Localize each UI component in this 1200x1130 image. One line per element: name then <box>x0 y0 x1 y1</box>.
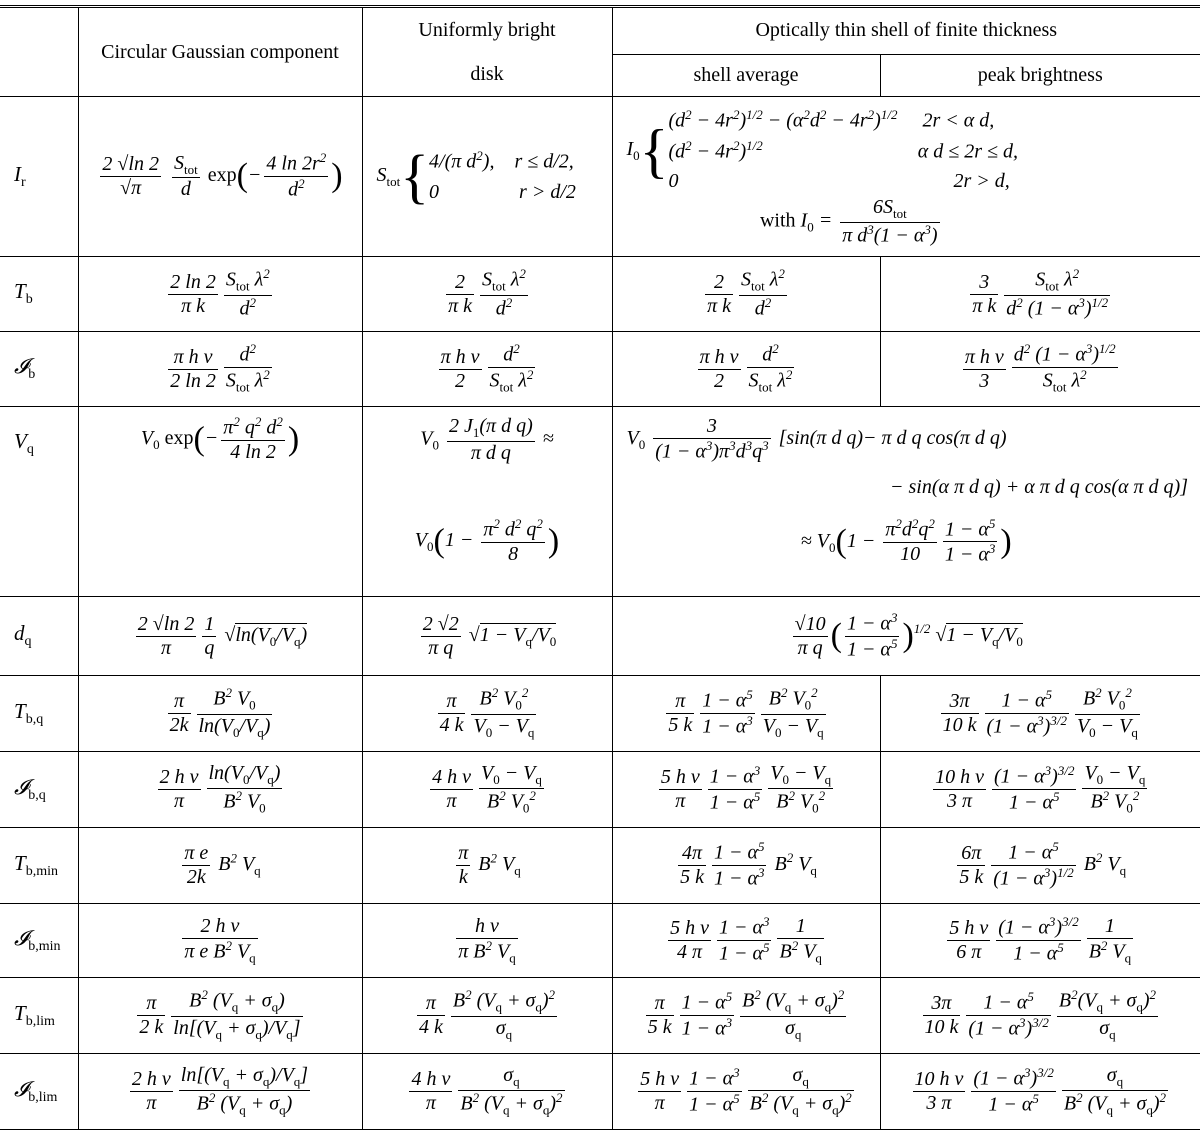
cell-Tbq-gaussian: $\frac{\pi}{2k}$ $\frac{B^2 V_0}{\ln(V_0/V_q)}$ <box>78 676 362 752</box>
cell-Ib-shell-peak: $\frac{\text{π h ν}}{3}$ $\frac{d^2 (1 - \alpha^3)^{1/2}}{S_{tot} \lambda^2}$ <box>880 332 1200 407</box>
header-peak-brightness: peak brightness <box>880 54 1200 96</box>
cell-Ib-gaussian: $\frac{\text{π h ν}}{2 \ln 2}$ $\frac{d^2}{S_{tot} \lambda^2}$ <box>78 332 362 407</box>
row-label-Ib: 𝓘$_b$ <box>0 332 78 407</box>
cell-Tbq-shell-peak: $\frac{3\pi}{10 k}$ $\frac{1 - \alpha^5}{(1 - \alpha^3)^{3/2}}$ $\frac{B^2 V_0^2}{V_0 - V_q}$ <box>880 676 1200 752</box>
cell-Ir-shell: $I_0$ { $(d^2 - 4r^2)^{1/2} - (\alpha^2d^2 - 4r^2)^{1/2}$ 2r < α d, $(d^2 - 4r^2)^{1/2}$ α d ≤ 2r ≤ d, 0 2r > d, with $I_0$ = $\frac{6S_{tot}}{\pi d^3(1 - \alpha^3)}$ <box>612 97 1200 257</box>
row-Ibq <box>0 752 1200 828</box>
cell-Vq-uniform: $V_0$ $\frac{2 J_1(\pi d q)}{\text{π d q}}$ ≈ $V_0(1$ − $\frac{\pi^2 d^2 q^2}{8}$ ) <box>362 407 612 597</box>
row-Tblim <box>0 978 1200 1054</box>
cell-Vq-shell: $V_0$ $\frac{3}{(1 - \alpha^3)\pi^3d^3q^3}$ [sin(π d q)− π d q cos(π d q) − sin(α π d q) + α π d q cos(α π d q)] ≈ $V_0(1$ − $\frac{\pi^2d^2q^2}{10}$ $\frac{1 - \alpha^5}{1 - \alpha^3}$ ) <box>612 407 1200 597</box>
cell-Tblim-shell-peak: $\frac{3\pi}{10 k}$ $\frac{1 - \alpha^5}{(1 - \alpha^3)^{3/2}}$ $\frac{B^2(V_q + \sigma_q)^2}{\sigma_q}$ <box>880 978 1200 1054</box>
cell-Ir-gaussian: $\frac{2 √\ln 2}{√\pi}$ $\frac{S_{tot}}{d}$ exp(− $\frac{4 \ln 2r^2}{d^2}$ ) <box>78 97 362 257</box>
row-label-dq: $d_q$ <box>0 597 78 676</box>
cell-Ibmin-gaussian: $\frac{\text{2 h ν}}{\pi e B^2 V_q}$ <box>78 904 362 978</box>
row-label-Ibq: 𝓘$_{b,q}$ <box>0 752 78 828</box>
row-Ibmin <box>0 904 1200 978</box>
header-empty <box>0 7 78 97</box>
header-circular-gaussian: Circular Gaussian component <box>78 7 362 97</box>
header-uniform-disk: Uniformly bright disk <box>362 7 612 97</box>
row-Ir <box>0 97 1200 257</box>
header-row-1 <box>0 7 1200 55</box>
cell-Tblim-shell-avg: $\frac{\pi}{5 k}$ $\frac{1 - \alpha^5}{1 - \alpha^3}$ $\frac{B^2 (V_q + \sigma_q)^2}{\sigma_q}$ <box>612 978 880 1054</box>
row-label-Ibmin: 𝓘$_{b,min}$ <box>0 904 78 978</box>
cell-Ib-uniform: $\frac{\text{π h ν}}{2}$ $\frac{d^2}{S_{tot} \lambda^2}$ <box>362 332 612 407</box>
header-shell-average: shell average <box>612 54 880 96</box>
row-label-Tblim: $T_{b,lim}$ <box>0 978 78 1054</box>
row-Tbmin <box>0 828 1200 904</box>
cell-Ib-shell-avg: $\frac{\text{π h ν}}{2}$ $\frac{d^2}{S_{tot} \lambda^2}$ <box>612 332 880 407</box>
cell-Tblim-uniform: $\frac{\pi}{4 k}$ $\frac{B^2 (V_q + \sigma_q)^2}{\sigma_q}$ <box>362 978 612 1054</box>
cell-Ibq-shell-avg: $\frac{\text{5 h ν}}{\pi}$ $\frac{1 - \alpha^3}{1 - \alpha^5}$ $\frac{V_0 - V_q}{B^2 V_0^2}$ <box>612 752 880 828</box>
cell-Vq-gaussian: $V_0$ exp(− $\frac{\pi^2 q^2 d^2}{4 \ln 2}$ ) <box>78 407 362 597</box>
row-label-Vq: $V_q$ <box>0 407 78 597</box>
cell-Ibmin-shell-avg: $\frac{\text{5 h ν}}{4 \pi}$ $\frac{1 - \alpha^3}{1 - \alpha^5}$ $\frac{1}{B^2 V_q}$ <box>612 904 880 978</box>
cell-Tbmin-gaussian: $\frac{\text{π e}}{2k}$ $B^2$ $V_q$ <box>78 828 362 904</box>
row-Tb <box>0 257 1200 332</box>
cell-Tbmin-shell-peak: $\frac{6\pi}{5 k}$ $\frac{1 - \alpha^5}{(1 - \alpha^3)^{1/2}}$ $B^2$ $V_q$ <box>880 828 1200 904</box>
row-label-Tbq: $T_{b,q}$ <box>0 676 78 752</box>
cell-Ir-uniform: $S_{tot}${ 4/(π $d^2$), r ≤ d/2, 0 r > d/2 <box>362 97 612 257</box>
cell-Iblim-shell-avg: $\frac{\text{5 h ν}}{\pi}$ $\frac{1 - \alpha^3}{1 - \alpha^5}$ $\frac{\sigma_q}{B^2 (V_q + \sigma_q)^2}$ <box>612 1054 880 1130</box>
cell-Ibq-shell-peak: $\frac{\text{10 h ν}}{3 \pi}$ $\frac{(1 - \alpha^3)^{3/2}}{1 - \alpha^5}$ $\frac{V_0 - V_q}{B^2 V_0^2}$ <box>880 752 1200 828</box>
cell-dq-gaussian: $\frac{2 √\ln 2}{\pi}$ $\frac{1}{q}$ $√\ln(V_0/V_q)$ <box>78 597 362 676</box>
cell-Tb-gaussian: $\frac{2 \ln 2}{\text{π k}}$ $\frac{S_{tot} \lambda^2}{d^2}$ <box>78 257 362 332</box>
cell-Ibmin-shell-peak: $\frac{\text{5 h ν}}{6 \pi}$ $\frac{(1 - \alpha^3)^{3/2}}{1 - \alpha^5}$ $\frac{1}{B^2 V_q}$ <box>880 904 1200 978</box>
cell-Ibq-gaussian: $\frac{\text{2 h ν}}{\pi}$ $\frac{\ln(V_0/V_q)}{B^2 V_0}$ <box>78 752 362 828</box>
row-Vq <box>0 407 1200 597</box>
cell-Tb-shell-avg: $\frac{2}{\text{π k}}$ $\frac{S_{tot} \lambda^2}{d^2}$ <box>612 257 880 332</box>
row-label-Iblim: 𝓘$_{b,lim}$ <box>0 1054 78 1130</box>
header-shell: Optically thin shell of finite thickness <box>612 7 1200 55</box>
cell-Ibq-uniform: $\frac{\text{4 h ν}}{\pi}$ $\frac{V_0 - V_q}{B^2 V_0^2}$ <box>362 752 612 828</box>
cell-Iblim-shell-peak: $\frac{\text{10 h ν}}{3 \pi}$ $\frac{(1 - \alpha^3)^{3/2}}{1 - \alpha^5}$ $\frac{\sigma_q}{B^2 (V_q + \sigma_q)^2}$ <box>880 1054 1200 1130</box>
cell-Iblim-gaussian: $\frac{\text{2 h ν}}{\pi}$ $\frac{\ln[(V_q + \sigma_q)/V_q]}{B^2 (V_q + \sigma_q)}$ <box>78 1054 362 1130</box>
cell-Tb-shell-peak: $\frac{3}{\text{π k}}$ $\frac{S_{tot} \lambda^2}{d^2 (1 - \alpha^3)^{1/2}}$ <box>880 257 1200 332</box>
row-label-Ir: $I_r$ <box>0 97 78 257</box>
cell-Tbmin-shell-avg: $\frac{4\pi}{5 k}$ $\frac{1 - \alpha^5}{1 - \alpha^3}$ $B^2$ $V_q$ <box>612 828 880 904</box>
cell-Ibmin-uniform: $\frac{\text{h ν}}{\pi B^2 V_q}$ <box>362 904 612 978</box>
cell-Tb-uniform: $\frac{2}{\text{π k}}$ $\frac{S_{tot} \lambda^2}{d^2}$ <box>362 257 612 332</box>
row-Iblim <box>0 1054 1200 1130</box>
row-Ib <box>0 332 1200 407</box>
cell-Tbq-uniform: $\frac{\pi}{4 k}$ $\frac{B^2 V_0^2}{V_0 - V_q}$ <box>362 676 612 752</box>
row-label-Tb: $T_b$ <box>0 257 78 332</box>
cell-Tblim-gaussian: $\frac{\pi}{2 k}$ $\frac{B^2 (V_q + \sigma_q)}{\ln[(V_q + \sigma_q)/V_q]}$ <box>78 978 362 1054</box>
cell-Tbq-shell-avg: $\frac{\pi}{5 k}$ $\frac{1 - \alpha^5}{1 - \alpha^3}$ $\frac{B^2 V_0^2}{V_0 - V_q}$ <box>612 676 880 752</box>
row-dq <box>0 597 1200 676</box>
row-Tbq <box>0 676 1200 752</box>
formula-table <box>0 5 1200 1130</box>
row-label-Tbmin: $T_{b,min}$ <box>0 828 78 904</box>
cell-dq-uniform: $\frac{2 √2}{\text{π q}}$ $√1 - V_q/V_0$ <box>362 597 612 676</box>
cell-Tbmin-uniform: $\frac{\pi}{k}$ $B^2$ $V_q$ <box>362 828 612 904</box>
cell-dq-shell: $\frac{√10}{\text{π q}}$ ( $\frac{1 - \alpha^3}{1 - \alpha^5}$ )$^{1/2}$ $√1 - V_q/V_0$ <box>612 597 1200 676</box>
cell-Iblim-uniform: $\frac{\text{4 h ν}}{\pi}$ $\frac{\sigma_q}{B^2 (V_q + \sigma_q)^2}$ <box>362 1054 612 1130</box>
